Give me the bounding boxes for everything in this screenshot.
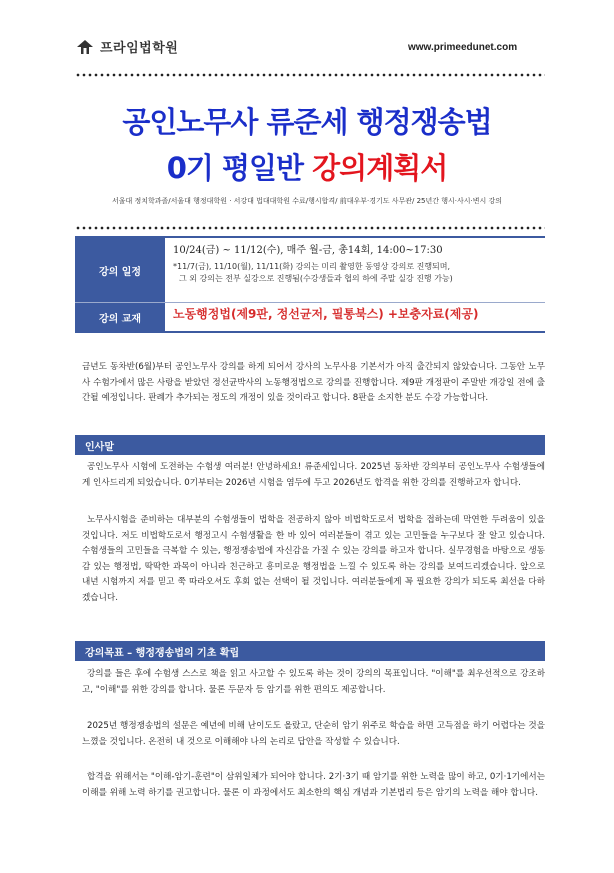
- site-url[interactable]: www.primeedunet.com: [408, 42, 518, 53]
- greeting-paragraph-1: 공인노무사 시험에 도전하는 수험생 여러분! 안녕하세요! 류준세입니다. 2025년 동차반 강의부터 공인노무사 수험생들에게 인사드리게 되었습니다. 0기부터는 2026년 시험을 염두에 두고 2026년도 합격을 위한 강의를 진행하고자 합니다.: [82, 462, 545, 488]
- schedule-content: [165, 238, 545, 302]
- page-title-line1: 공인노무사 류준세 행정쟁송법: [122, 105, 492, 139]
- textbook-value: 노동행정법(제9판, 정선균저, 필통북스) +보충자료(제공): [173, 307, 479, 321]
- header-divider: [75, 73, 545, 77]
- greeting-heading: 인사말: [75, 435, 545, 455]
- schedule-note-1: *11/7(금), 11/10(월), 11/11(화) 강의는 미리 촬영한 동영상 강의로 진행되며,: [173, 262, 451, 271]
- logo: [76, 37, 178, 56]
- goal-paragraph-1: 강의를 들은 후에 수험생 스스로 책을 읽고 사고할 수 있도록 하는 것이 강의의 목표입니다. "이해"를 최우선적으로 강조하고, "이해"를 위한 강의를 합니다. 물론 두문자 등 암기를 위한 편의도 제공합니다.: [82, 669, 545, 695]
- logo-text: 프라임법학원: [100, 41, 179, 56]
- schedule-row: [75, 238, 545, 303]
- page-title-line2: [0, 146, 614, 187]
- instructor-bio: 서울대 정치학과졸/서울대 행정대학원 · 서강대 법대대학원 수료/행시합격/ 前대우부·경기도 사무관/ 25년간 행시·사시·변시 강의: [111, 197, 503, 205]
- goal-paragraph-3: 합격을 위해서는 "이해-암기-훈련"이 삼위일체가 되어야 합니다. 2기·3기 때 암기를 위한 노력을 많이 하고, 0기·1기에서는 이해를 위해 노력 하기를 권고합니다. 물론 이 과정에서도 최소한의 핵심 개념과 기본법리 등은 암기의 노력을 해야 합니다.: [82, 772, 545, 798]
- title-divider: [75, 226, 545, 230]
- course-info-table: [75, 236, 545, 333]
- schedule-note-2: 그 외 강의는 전부 실강으로 진행됨(수강생들과 협의 하에 주말 실강 진행 가능): [179, 274, 453, 283]
- goal-heading: 강의목표 – 행정쟁송법의 기초 확립: [75, 641, 545, 661]
- header: [0, 0, 614, 80]
- greeting-paragraph-2: 노무사시험을 준비하는 대부분의 수험생들이 법학을 전공하지 않아 비법학도로서 법학을 접하는데 막연한 두려움이 있을 것입니다. 저도 비법학도로서 행정고시 수험생활을 한 바 있어 여러분들이 겪고 있는 고민들을 누구보다 잘 알고 있습니다. 수험생들의 고민들을 극복할 수 있는, 행정쟁송법에 자신감을 가질 수 있는 강의를 하고자 합니다. 실무경험을 바탕으로 생동감 있는 행정법, 딱딱한 과목이 아니라 친근하고 흥미로운 행정법을 느낄 수 있도록 하는 강의를 보여드리겠습니다. 앞으로 내년 시험까지 저를 믿고 쭉 따라오셔도 후회 없는 선택이 될 것입니다. 여러분들에게 꼭 필요한 강의가 되도록 최선을 다하겠습니다.: [82, 515, 545, 603]
- schedule-label: 강의 일정: [75, 238, 165, 302]
- title-document-type: 강의계획서: [312, 151, 448, 185]
- goal-paragraph-2: 2025년 행정쟁송법의 설문은 예년에 비해 난이도도 올랐고, 단순히 암기 위주로 학습을 하면 고득점을 하기 어렵다는 것을 느꼈을 것입니다. 온전히 내 것으로 이해해야 나의 논리로 답안을 작성할 수 있습니다.: [82, 721, 545, 747]
- schedule-main: 10/24(금) ~ 11/12(수), 매주 월-금, 총14회, 14:00~17:30: [173, 245, 443, 256]
- textbook-label: 강의 교재: [75, 303, 165, 331]
- textbook-row: [75, 303, 545, 331]
- academy-logo-icon: [76, 39, 94, 55]
- title-class-name: 0기 평일반: [166, 151, 313, 185]
- intro-paragraph: 금년도 동차반(6월)부터 공인노무사 강의를 하게 되어서 강사의 노무사용 기본서가 아직 출간되지 않았습니다. 그동안 노무사 수험가에서 많은 사랑을 받았던 정선균박사의 노동행정법으로 강의를 진행합니다. 제9판 개정판이 주말반 개강일 전에 출간될 예정입니다. 판례가 추가되는 정도의 개정이 있을 것이라고 합니다. 8판을 소지한 분도 수강 가능합니다.: [82, 362, 545, 403]
